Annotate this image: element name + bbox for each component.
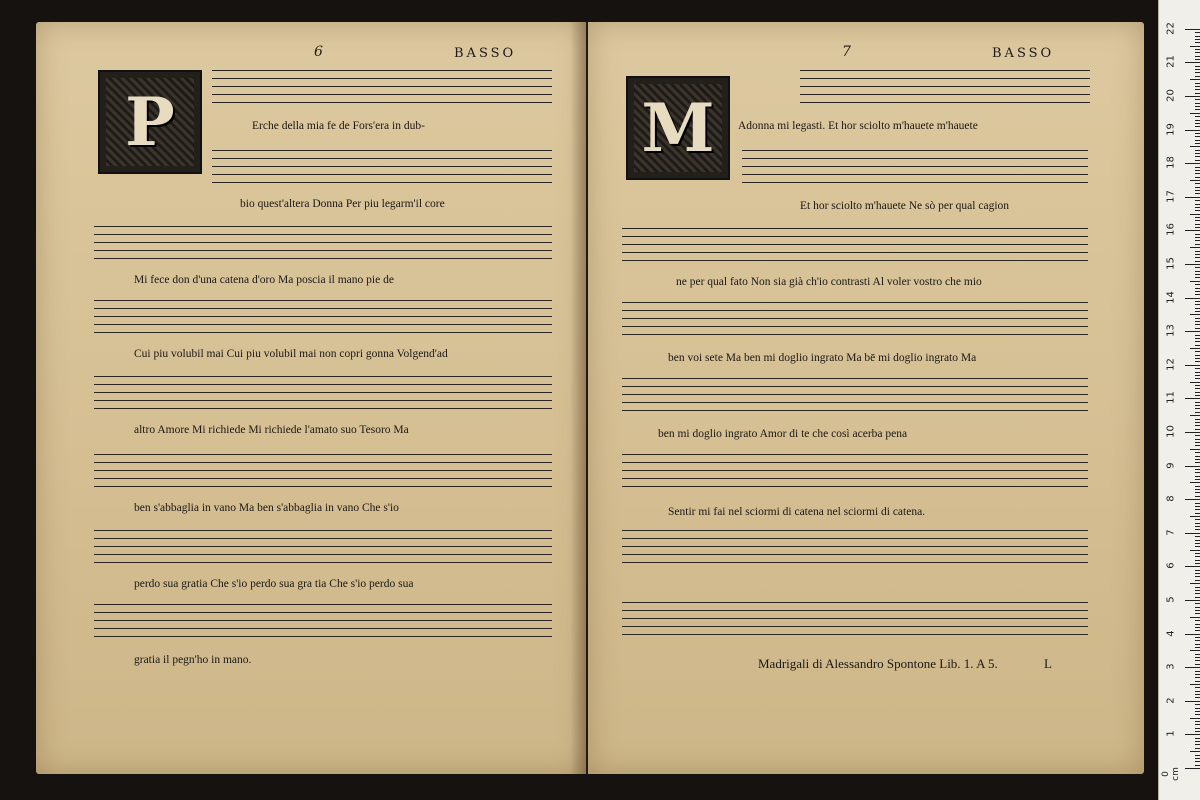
ruler-tick	[1195, 556, 1200, 557]
ruler-tick	[1195, 321, 1200, 322]
ruler-tick	[1195, 674, 1200, 675]
lyric-line: gratia il pegn'ho in mano.	[134, 654, 252, 666]
ruler-tick	[1195, 536, 1200, 537]
ruler-tick	[1195, 546, 1200, 547]
ruler-tick	[1195, 123, 1200, 124]
ruler-tick	[1190, 180, 1200, 181]
ruler-tick	[1195, 392, 1200, 393]
ruler-number: 16	[1165, 223, 1177, 237]
music-staff	[212, 150, 552, 183]
ruler-tick	[1195, 378, 1200, 379]
ruler-tick	[1195, 190, 1200, 191]
ruler-tick	[1195, 204, 1200, 205]
ruler-tick	[1195, 126, 1200, 127]
ruler-tick	[1195, 506, 1200, 507]
ruler-tick	[1195, 328, 1200, 329]
ruler-tick	[1190, 214, 1200, 215]
ruler-tick	[1195, 93, 1200, 94]
ruler-tick	[1190, 516, 1200, 517]
ruler-tick	[1195, 220, 1200, 221]
ruler-tick	[1185, 432, 1200, 433]
ruler-tick	[1195, 291, 1200, 292]
ruler-tick	[1195, 469, 1200, 470]
ruler-tick	[1195, 150, 1200, 151]
ruler-tick	[1195, 224, 1200, 225]
ruler-tick	[1190, 718, 1200, 719]
ruler-tick	[1195, 687, 1200, 688]
music-staff	[94, 226, 552, 259]
ruler-tick	[1185, 197, 1200, 198]
ruler-tick	[1190, 281, 1200, 282]
ruler-tick	[1195, 388, 1200, 389]
ruler-tick	[1195, 402, 1200, 403]
ruler-tick	[1195, 660, 1200, 661]
ruler-number: 8	[1165, 495, 1177, 502]
ruler-number: 12	[1165, 357, 1177, 371]
ruler-tick	[1195, 486, 1200, 487]
ruler-tick	[1190, 146, 1200, 147]
ruler-tick	[1185, 600, 1200, 601]
lyric-line: Sentir mi fai nel sciormi di catena nel sciormi di catena.	[668, 506, 926, 518]
ruler-tick	[1195, 83, 1200, 84]
ruler-tick	[1185, 62, 1200, 63]
ruler-tick	[1195, 597, 1200, 598]
ruler-tick	[1195, 136, 1200, 137]
ruler-tick	[1185, 701, 1200, 702]
ruler-number: 4	[1165, 629, 1177, 637]
ruler-tick	[1195, 49, 1200, 50]
ruler-tick	[1195, 358, 1200, 359]
ruler-tick	[1195, 654, 1200, 655]
music-staff	[742, 150, 1088, 183]
ruler-tick	[1195, 361, 1200, 362]
ruler-tick	[1185, 230, 1200, 231]
lyric-line: Et hor sciolto m'hauete Ne sò per qual cagion	[800, 200, 1010, 212]
ruler-tick	[1195, 724, 1200, 725]
ruler-tick	[1190, 482, 1200, 483]
ruler-tick	[1195, 277, 1200, 278]
ruler-tick	[1195, 227, 1200, 228]
ruler-tick	[1190, 650, 1200, 651]
ruler-tick	[1195, 419, 1200, 420]
ruler-number: 20	[1165, 89, 1177, 102]
ruler-tick	[1195, 251, 1200, 252]
ruler-tick	[1195, 613, 1200, 614]
ruler-tick	[1195, 627, 1200, 628]
lyric-line: perdo sua gratia Che s'io perdo sua gra tia Che s'io perdo sua	[134, 578, 414, 590]
left-page	[36, 22, 586, 774]
ruler-tick	[1195, 167, 1200, 168]
ruler-tick	[1185, 634, 1200, 635]
music-staff	[94, 530, 552, 563]
ruler-tick	[1190, 617, 1200, 618]
ruler-tick	[1195, 177, 1200, 178]
ruler-tick	[1195, 748, 1200, 749]
ruler-tick	[1195, 69, 1200, 70]
ruler-tick	[1195, 563, 1200, 564]
ruler-tick	[1195, 395, 1200, 396]
ruler-tick	[1195, 576, 1200, 577]
ruler-tick	[1195, 156, 1200, 157]
ruler-tick	[1195, 580, 1200, 581]
ruler-tick	[1195, 385, 1200, 386]
ruler-tick	[1195, 368, 1200, 369]
ruler-tick	[1195, 311, 1200, 312]
page-number: 7	[842, 44, 851, 60]
ruler-tick	[1190, 348, 1200, 349]
ruler-tick	[1195, 691, 1200, 692]
ruler-tick	[1195, 671, 1200, 672]
ruler-tick	[1195, 553, 1200, 554]
ruler-number: 7	[1165, 529, 1177, 536]
ruler-tick	[1195, 56, 1200, 57]
ruler-tick	[1195, 170, 1200, 171]
ruler-tick	[1185, 365, 1200, 366]
ruler-tick	[1195, 160, 1200, 161]
music-staff	[94, 604, 552, 637]
ruler-tick	[1195, 351, 1200, 352]
ruler-tick	[1195, 744, 1200, 745]
ruler-number: 3	[1165, 663, 1177, 670]
ruler-tick	[1195, 526, 1200, 527]
ruler-tick	[1195, 210, 1200, 211]
ruler-number: 13	[1165, 324, 1177, 338]
ruler-tick	[1195, 153, 1200, 154]
ruler-tick	[1195, 728, 1200, 729]
ruler-tick	[1195, 681, 1200, 682]
voice-part-header: BASSO	[454, 46, 517, 61]
ruler-tick	[1195, 714, 1200, 715]
ruler-tick	[1195, 103, 1200, 104]
ruler-tick	[1195, 173, 1200, 174]
music-staff	[94, 376, 552, 409]
lyric-line: Erche della mia fe de Fors'era in dub-	[252, 120, 425, 132]
ruler-tick	[1195, 72, 1200, 73]
ruler-tick	[1195, 459, 1200, 460]
ruler-tick	[1195, 761, 1200, 762]
ruler-tick	[1195, 116, 1200, 117]
music-staff	[622, 302, 1088, 335]
lyric-line: ne per qual fato Non sia già ch'io contrasti Al voler vostro che mio	[676, 276, 982, 288]
ruler-tick	[1190, 46, 1200, 47]
ruler-tick	[1195, 540, 1200, 541]
lyric-line: ben mi doglio ingrato Amor di te che così acerba pena	[658, 428, 908, 440]
ruler-tick	[1195, 257, 1200, 258]
ruler-tick	[1195, 405, 1200, 406]
voice-part-header: BASSO	[992, 46, 1055, 61]
ruler-tick	[1190, 449, 1200, 450]
ruler-tick	[1195, 570, 1200, 571]
ruler-tick	[1190, 382, 1200, 383]
ruler-tick	[1195, 193, 1200, 194]
ruler-tick	[1195, 429, 1200, 430]
ruler-tick	[1185, 29, 1200, 30]
ruler-tick	[1195, 52, 1200, 53]
ruler-number: 6	[1165, 562, 1177, 570]
ruler-tick	[1195, 529, 1200, 530]
ruler-tick	[1195, 207, 1200, 208]
ruler-tick	[1195, 560, 1200, 561]
ruler-tick	[1195, 318, 1200, 319]
ruler-tick	[1195, 657, 1200, 658]
ruler-tick	[1195, 133, 1200, 134]
ruler-tick	[1195, 294, 1200, 295]
ruler-tick	[1195, 237, 1200, 238]
decorated-initial	[98, 70, 202, 174]
ruler-tick	[1195, 647, 1200, 648]
ruler-tick	[1195, 274, 1200, 275]
ruler-tick	[1195, 301, 1200, 302]
ruler-tick	[1195, 758, 1200, 759]
ruler-tick	[1185, 533, 1200, 534]
ruler-tick	[1195, 593, 1200, 594]
music-staff	[94, 300, 552, 333]
ruler-tick	[1195, 479, 1200, 480]
ruler-tick	[1185, 566, 1200, 567]
ruler-tick	[1195, 284, 1200, 285]
measurement-ruler	[1158, 0, 1200, 800]
ruler-tick	[1195, 731, 1200, 732]
ruler-tick	[1195, 721, 1200, 722]
ruler-number: 11	[1165, 391, 1177, 405]
ruler-tick	[1195, 39, 1200, 40]
ruler-tick	[1185, 331, 1200, 332]
ruler-tick	[1195, 240, 1200, 241]
ruler-tick	[1195, 324, 1200, 325]
ruler-tick	[1195, 664, 1200, 665]
ruler-tick	[1195, 355, 1200, 356]
ruler-tick	[1195, 412, 1200, 413]
ruler-tick	[1195, 99, 1200, 100]
ruler-tick	[1195, 288, 1200, 289]
ruler-number: 21	[1165, 55, 1177, 69]
ruler-tick	[1195, 445, 1200, 446]
lyric-line: Cui piu volubil mai Cui piu volubil mai non copri gonna Volgend'ad	[134, 348, 448, 360]
ruler-tick	[1195, 694, 1200, 695]
ruler-tick	[1185, 130, 1200, 131]
ruler-tick	[1195, 143, 1200, 144]
initial-letter: M	[641, 89, 715, 167]
ruler-number: 5	[1165, 596, 1177, 603]
ruler-tick	[1190, 550, 1200, 551]
ruler-tick	[1195, 543, 1200, 544]
ruler-tick	[1195, 452, 1200, 453]
right-page	[588, 22, 1144, 774]
ruler-tick	[1190, 751, 1200, 752]
music-staff	[622, 454, 1088, 487]
lyric-line: ben s'abbaglia in vano Ma ben s'abbaglia in vano Che s'io	[134, 502, 399, 514]
ruler-tick	[1195, 644, 1200, 645]
ruler-tick	[1185, 398, 1200, 399]
lyric-line: bio quest'altera Donna Per piu legarm'il core	[240, 198, 445, 210]
ruler-tick	[1195, 261, 1200, 262]
ruler-tick	[1195, 472, 1200, 473]
decorated-initial	[626, 76, 730, 180]
ruler-tick	[1190, 247, 1200, 248]
ruler-tick	[1195, 304, 1200, 305]
ruler-tick	[1195, 425, 1200, 426]
music-staff	[212, 70, 552, 103]
ruler-number: 10	[1165, 425, 1177, 438]
ruler-tick	[1195, 677, 1200, 678]
ruler-tick	[1195, 271, 1200, 272]
ruler-tick	[1195, 587, 1200, 588]
ruler-tick	[1195, 603, 1200, 604]
ruler-tick	[1195, 620, 1200, 621]
ruler-tick	[1195, 523, 1200, 524]
ruler-tick	[1195, 345, 1200, 346]
ruler-tick	[1195, 254, 1200, 255]
ruler-tick	[1195, 496, 1200, 497]
ruler-tick	[1195, 338, 1200, 339]
ruler-tick	[1195, 442, 1200, 443]
ruler-number: 1	[1165, 730, 1177, 738]
ruler-tick	[1195, 640, 1200, 641]
ruler-number: 19	[1165, 122, 1177, 136]
ruler-tick	[1185, 96, 1200, 97]
ruler-tick	[1195, 66, 1200, 67]
ruler-tick	[1190, 415, 1200, 416]
ruler-tick	[1195, 755, 1200, 756]
lyric-line: Mi fece don d'una catena d'oro Ma poscia il mano pie de	[134, 274, 394, 286]
ruler-tick	[1195, 375, 1200, 376]
ruler-tick	[1185, 768, 1200, 769]
ruler-tick	[1195, 408, 1200, 409]
ruler-tick	[1195, 267, 1200, 268]
ruler-tick	[1195, 435, 1200, 436]
ruler-tick	[1195, 109, 1200, 110]
ruler-number: 17	[1165, 189, 1177, 203]
ruler-tick	[1195, 590, 1200, 591]
ruler-tick	[1195, 503, 1200, 504]
signature-mark: L	[1044, 656, 1052, 671]
ruler-tick	[1195, 610, 1200, 611]
ruler-number: 14	[1165, 290, 1177, 304]
ruler-tick	[1195, 341, 1200, 342]
ruler-tick	[1195, 489, 1200, 490]
ruler-tick	[1195, 607, 1200, 608]
ruler-tick	[1190, 583, 1200, 584]
ruler-tick	[1185, 298, 1200, 299]
ruler-tick	[1185, 264, 1200, 265]
ruler-tick	[1195, 476, 1200, 477]
ruler-number: 2	[1165, 697, 1177, 704]
ruler-tick	[1195, 492, 1200, 493]
ruler-number: 9	[1165, 461, 1177, 469]
ruler-tick	[1195, 630, 1200, 631]
ruler-tick	[1195, 36, 1200, 37]
ruler-tick	[1195, 708, 1200, 709]
ruler-tick	[1195, 456, 1200, 457]
ruler-tick	[1190, 684, 1200, 685]
empty-staff	[622, 602, 1088, 635]
ruler-tick	[1195, 624, 1200, 625]
empty-staff	[622, 530, 1088, 563]
ruler-tick	[1185, 734, 1200, 735]
ruler-tick	[1195, 42, 1200, 43]
ruler-tick	[1195, 140, 1200, 141]
ruler-tick	[1195, 741, 1200, 742]
ruler-number: 22	[1165, 21, 1177, 35]
ruler-tick	[1195, 738, 1200, 739]
ruler-tick	[1195, 244, 1200, 245]
music-staff	[94, 454, 552, 487]
initial-letter: P	[125, 83, 175, 161]
ruler-tick	[1195, 308, 1200, 309]
ruler-tick	[1195, 335, 1200, 336]
ruler-number: 15	[1165, 257, 1177, 270]
ruler-tick	[1190, 113, 1200, 114]
music-staff	[622, 378, 1088, 411]
ruler-tick	[1195, 32, 1200, 33]
ruler-tick	[1195, 573, 1200, 574]
ruler-tick	[1195, 86, 1200, 87]
ruler-tick	[1195, 106, 1200, 107]
lyric-line: ben voi sete Ma ben mi doglio ingrato Ma bē mi doglio ingrato Ma	[668, 352, 977, 364]
ruler-tick	[1185, 163, 1200, 164]
ruler-tick	[1195, 697, 1200, 698]
ruler-tick	[1195, 200, 1200, 201]
ruler-tick	[1190, 314, 1200, 315]
ruler-tick	[1195, 76, 1200, 77]
ruler-tick	[1195, 120, 1200, 121]
ruler-tick	[1195, 765, 1200, 766]
ruler-tick	[1195, 183, 1200, 184]
page-number: 6	[314, 44, 323, 60]
ruler-tick	[1195, 509, 1200, 510]
ruler-tick	[1185, 667, 1200, 668]
ruler-tick	[1195, 372, 1200, 373]
ruler-unit-label: 0 cm	[1161, 767, 1181, 781]
footer-title: Madrigali di Alessandro Spontone Lib. 1. A 5.	[758, 656, 998, 671]
music-staff	[800, 70, 1090, 103]
ruler-tick	[1195, 234, 1200, 235]
lyric-line: Adonna mi legasti. Et hor sciolto m'hauete m'hauete	[738, 120, 978, 132]
ruler-tick	[1190, 79, 1200, 80]
ruler-tick	[1195, 704, 1200, 705]
ruler-tick	[1195, 89, 1200, 90]
ruler-tick	[1195, 217, 1200, 218]
ruler-number: 18	[1165, 156, 1177, 170]
ruler-tick	[1195, 513, 1200, 514]
ruler-tick	[1195, 462, 1200, 463]
ruler-tick	[1185, 499, 1200, 500]
lyric-line: altro Amore Mi richiede Mi richiede l'amato suo Tesoro Ma	[134, 424, 409, 436]
ruler-tick	[1195, 422, 1200, 423]
ruler-tick	[1185, 466, 1200, 467]
ruler-tick	[1195, 59, 1200, 60]
ruler-tick	[1195, 187, 1200, 188]
ruler-tick	[1195, 439, 1200, 440]
music-staff	[622, 228, 1088, 261]
ruler-tick	[1195, 519, 1200, 520]
ruler-tick	[1195, 637, 1200, 638]
ruler-tick	[1195, 711, 1200, 712]
